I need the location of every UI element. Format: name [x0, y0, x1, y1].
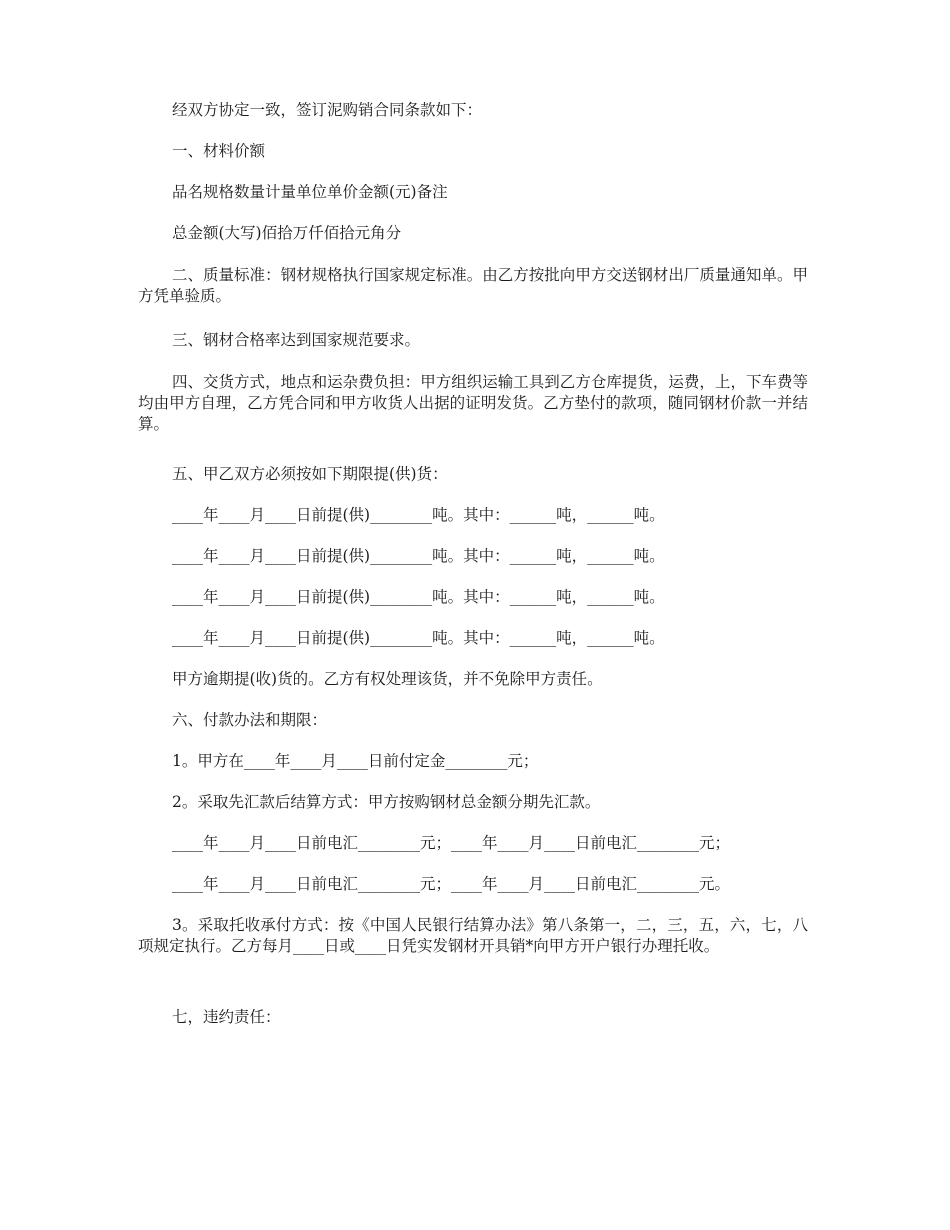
section-2-quality: 二、质量标准：钢材规格执行国家规定标准。由乙方按批向甲方交送钢材出厂质量通知单。甲方凭单验质。 [138, 266, 808, 305]
payment-deposit-line: 1。甲方在____年____月____日前付定金________元； [172, 752, 539, 770]
delivery-schedule-line: ____年____月____日前提(供)________吨。其中：______吨，______吨。 [172, 547, 665, 565]
overdue-pickup-clause: 甲方逾期提(收)货的。乙方有权处理该货，并不免除甲方责任。 [172, 670, 603, 688]
section-7-heading: 七，违约责任： [172, 1008, 281, 1026]
material-columns-line: 品名规格数量计量单位单价金额(元)备注 [172, 183, 448, 201]
wire-schedule-line: ____年____月____日前电汇________元；____年____月____日前电汇________元； [172, 834, 731, 852]
section-6-heading: 六、付款办法和期限： [172, 711, 328, 729]
wire-schedule-line: ____年____月____日前电汇________元；____年____月____日前电汇________元。 [172, 875, 731, 893]
delivery-schedule-line: ____年____月____日前提(供)________吨。其中：______吨，______吨。 [172, 506, 665, 524]
total-amount-line: 总金额(大写)佰拾万仟佰拾元角分 [172, 224, 402, 242]
payment-collection-clause: 3。采取托收承付方式：按《中国人民银行结算办法》第八条第一，二，三，五，六，七，八项规定执行。乙方每月____日或____日凭实发钢材开具销*向甲方开户银行办理托收。 [138, 916, 808, 955]
section-5-heading: 五、甲乙双方必须按如下期限提(供)货： [172, 465, 448, 483]
delivery-schedule-line: ____年____月____日前提(供)________吨。其中：______吨，______吨。 [172, 588, 665, 606]
section-3-pass-rate: 三、钢材合格率达到国家规范要求。 [172, 331, 421, 349]
section-1-heading: 一、材料价额 [172, 142, 266, 160]
payment-prepay-line: 2。采取先汇款后结算方式：甲方按购钢材总金额分期先汇款。 [172, 793, 601, 811]
section-4-delivery: 四、交货方式，地点和运杂费负担：甲方组织运输工具到乙方仓库提货，运费，上，下车费等均由甲方自理，乙方凭合同和甲方收货人出据的证明发货。乙方垫付的款项，随同钢材价款一并结算。 [138, 373, 808, 433]
delivery-schedule-line: ____年____月____日前提(供)________吨。其中：______吨，______吨。 [172, 629, 665, 647]
intro-paragraph: 经双方协定一致，签订泥购销合同条款如下： [172, 101, 483, 119]
